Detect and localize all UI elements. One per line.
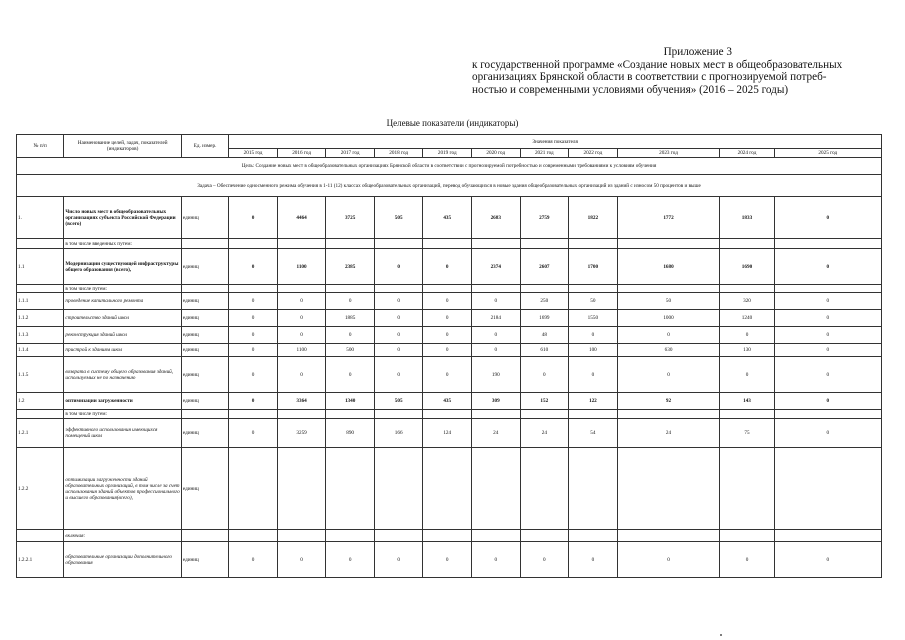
value-cell: 3259 (277, 419, 326, 448)
value-cell (720, 410, 774, 419)
value-cell: 1240 (720, 310, 774, 327)
value-cell: 0 (472, 293, 521, 310)
row-name: проведение капитального ремонта (64, 293, 181, 310)
value-cell (520, 448, 569, 530)
value-cell (472, 448, 521, 530)
value-cell (229, 410, 278, 419)
value-cell: 435 (423, 197, 472, 239)
table-row (17, 239, 882, 249)
row-name: оптимизации загруженности зданий образовательных организаций, в том числе за счет использования зданий объектов профессионального и высшего образования(всего), (64, 448, 181, 530)
value-cell: 0 (229, 542, 278, 578)
value-cell: 24 (617, 419, 720, 448)
row-unit: единиц (181, 542, 228, 578)
row-number: 1.1.5 (17, 357, 64, 393)
value-cell (774, 410, 881, 419)
value-cell (774, 530, 881, 542)
row-unit: единиц (181, 393, 228, 410)
value-cell: 0 (374, 327, 423, 344)
value-cell (229, 530, 278, 542)
value-cell: 0 (423, 327, 472, 344)
row-unit: единиц (181, 419, 228, 448)
value-cell (229, 448, 278, 530)
value-cell: 0 (774, 419, 881, 448)
value-cell: 1833 (720, 197, 774, 239)
value-cell: 0 (374, 542, 423, 578)
value-cell (423, 530, 472, 542)
row-number: 1.2.2 (17, 448, 64, 530)
value-cell: 505 (374, 197, 423, 239)
value-cell (617, 410, 720, 419)
row-unit: единиц (181, 197, 228, 239)
row-unit: единиц (181, 448, 228, 530)
value-cell: 0 (374, 310, 423, 327)
row-name: образовательные организации дополнительного образования (64, 542, 181, 578)
row-name: эффективного использования имеющихся помещений школ (64, 419, 181, 448)
value-cell: 0 (277, 357, 326, 393)
value-cell: 0 (774, 393, 881, 410)
row-unit: единиц (181, 357, 228, 393)
value-cell: 0 (774, 344, 881, 357)
year-header: 2025 год (774, 149, 881, 158)
row-number: 1.1.3 (17, 327, 64, 344)
value-cell (326, 285, 375, 293)
value-cell: 50 (617, 293, 720, 310)
value-cell: 1772 (617, 197, 720, 239)
value-cell: 0 (229, 310, 278, 327)
year-header: 2016 год (277, 149, 326, 158)
value-cell (423, 448, 472, 530)
value-cell: 0 (423, 249, 472, 285)
value-cell: 3725 (326, 197, 375, 239)
row-unit (181, 410, 228, 419)
value-cell (569, 448, 618, 530)
year-header: 2024 год (720, 149, 774, 158)
value-cell: 1885 (326, 310, 375, 327)
value-cell (229, 239, 278, 249)
header-line-2: организациях Брянской области в соответствии с прогнозируемой потреб- (472, 71, 827, 84)
value-cell (720, 239, 774, 249)
table-row (17, 542, 882, 578)
header-line-3: ностью и современными условиями обучения» (2016 – 2025 годы) (472, 83, 789, 96)
value-cell: 0 (774, 542, 881, 578)
row-number: 1.2.1 (17, 419, 64, 448)
value-cell: 0 (720, 542, 774, 578)
row-unit: единиц (181, 344, 228, 357)
value-cell: 0 (423, 310, 472, 327)
value-cell: 0 (774, 357, 881, 393)
row-name: включая: (64, 530, 181, 542)
value-cell (774, 448, 881, 530)
value-cell: 92 (617, 393, 720, 410)
indicators-table (16, 134, 882, 578)
value-cell (277, 530, 326, 542)
row-name: оптимизации загруженности (64, 393, 181, 410)
value-cell (520, 285, 569, 293)
table-row (17, 357, 882, 393)
table-row (17, 249, 882, 285)
value-cell: 3364 (277, 393, 326, 410)
value-cell: 0 (374, 357, 423, 393)
value-cell: 1340 (326, 393, 375, 410)
value-cell: 2184 (472, 310, 521, 327)
value-cell: 0 (569, 327, 618, 344)
scan-speck (720, 634, 722, 636)
value-cell: 143 (720, 393, 774, 410)
value-cell: 0 (229, 249, 278, 285)
value-cell: 122 (569, 393, 618, 410)
year-header: 2021 год (520, 149, 569, 158)
row-number: 1.2.2.1 (17, 542, 64, 578)
col-header-name: Наименование целей, задач, показателей (индикаторов) (64, 135, 181, 158)
value-cell: 0 (229, 393, 278, 410)
row-name: пристрой к зданиям школ (64, 344, 181, 357)
value-cell: 610 (520, 344, 569, 357)
value-cell: 2759 (520, 197, 569, 239)
value-cell (617, 448, 720, 530)
row-unit: единиц (181, 327, 228, 344)
value-cell: 0 (229, 344, 278, 357)
value-cell: 130 (720, 344, 774, 357)
value-cell: 0 (617, 542, 720, 578)
value-cell: 0 (374, 344, 423, 357)
value-cell (423, 285, 472, 293)
value-cell: 1100 (277, 344, 326, 357)
value-cell: 0 (423, 357, 472, 393)
value-cell (617, 530, 720, 542)
value-cell (569, 530, 618, 542)
appendix-label: Приложение 3 (663, 46, 732, 58)
value-cell: 0 (617, 357, 720, 393)
value-cell (472, 410, 521, 419)
value-cell: 1700 (569, 249, 618, 285)
value-cell: 50 (569, 293, 618, 310)
value-cell (326, 239, 375, 249)
value-cell: 0 (520, 357, 569, 393)
value-cell: 24 (472, 419, 521, 448)
value-cell: 250 (520, 293, 569, 310)
value-cell: 1550 (569, 310, 618, 327)
value-cell (277, 448, 326, 530)
col-header-values: Значения показателя (229, 135, 882, 149)
row-unit: единиц (181, 249, 228, 285)
row-unit: единиц (181, 310, 228, 327)
value-cell: 0 (569, 357, 618, 393)
year-header: 2018 год (374, 149, 423, 158)
value-cell: 4464 (277, 197, 326, 239)
row-number: 1.2 (17, 393, 64, 410)
header-line-1: к государственной программе «Создание новых мест в общеобразовательных (472, 58, 843, 71)
value-cell: 100 (569, 344, 618, 357)
value-cell (569, 285, 618, 293)
value-cell: 0 (277, 542, 326, 578)
value-cell: 0 (229, 293, 278, 310)
value-cell: 0 (423, 344, 472, 357)
col-header-num: № п/п (17, 135, 64, 158)
row-number (17, 239, 64, 249)
row-name: Модернизации существующей инфраструктуры общего образования (всего), (64, 249, 181, 285)
value-cell: 0 (617, 327, 720, 344)
value-cell (720, 285, 774, 293)
value-cell (374, 410, 423, 419)
table-row (17, 344, 882, 357)
row-number: 1. (17, 197, 64, 239)
row-name: Число новых мест в общеобразовательных организациях субъекта Российской Федерации (всего) (64, 197, 181, 239)
value-cell: 309 (472, 393, 521, 410)
value-cell: 24 (520, 419, 569, 448)
year-header: 2022 год (569, 149, 618, 158)
value-cell (520, 239, 569, 249)
year-header: 2017 год (326, 149, 375, 158)
row-name: в том числе путем: (64, 285, 181, 293)
value-cell (326, 448, 375, 530)
table-row (17, 197, 882, 239)
value-cell: 1690 (720, 249, 774, 285)
value-cell: 0 (229, 197, 278, 239)
value-cell: 0 (472, 344, 521, 357)
value-cell (423, 239, 472, 249)
row-name: реконструкция зданий школ (64, 327, 181, 344)
value-cell: 1699 (520, 310, 569, 327)
value-cell: 2374 (472, 249, 521, 285)
value-cell (774, 239, 881, 249)
row-unit (181, 285, 228, 293)
value-cell: 890 (326, 419, 375, 448)
row-number (17, 285, 64, 293)
table-row (17, 293, 882, 310)
value-cell: 320 (720, 293, 774, 310)
value-cell: 0 (774, 310, 881, 327)
value-cell: 2607 (520, 249, 569, 285)
value-cell: 48 (520, 327, 569, 344)
value-cell: 0 (774, 249, 881, 285)
value-cell (617, 285, 720, 293)
row-number (17, 410, 64, 419)
value-cell: 152 (520, 393, 569, 410)
value-cell: 190 (472, 357, 521, 393)
row-name: строительство зданий школ (64, 310, 181, 327)
value-cell: 0 (277, 327, 326, 344)
value-cell: 2683 (472, 197, 521, 239)
value-cell (720, 530, 774, 542)
value-cell (374, 530, 423, 542)
value-cell: 0 (229, 327, 278, 344)
value-cell: 0 (277, 293, 326, 310)
goal-row: Цель: Создание новых мест в общеобразовательных организациях Брянской области в соответствии с прогнозируемой потребностью и современными требованиями к условиям обучения (17, 158, 882, 175)
value-cell: 0 (774, 197, 881, 239)
value-cell: 2385 (326, 249, 375, 285)
value-cell: 166 (374, 419, 423, 448)
value-cell (374, 239, 423, 249)
value-cell: 0 (326, 293, 375, 310)
row-number: 1.1.2 (17, 310, 64, 327)
row-unit (181, 530, 228, 542)
value-cell: 500 (326, 344, 375, 357)
value-cell (520, 530, 569, 542)
value-cell: 1100 (277, 249, 326, 285)
value-cell: 505 (374, 393, 423, 410)
value-cell: 0 (520, 542, 569, 578)
value-cell (374, 285, 423, 293)
table-row (17, 285, 882, 293)
value-cell: 54 (569, 419, 618, 448)
value-cell: 75 (720, 419, 774, 448)
table-row (17, 310, 882, 327)
table-row (17, 419, 882, 448)
row-name: в том числе введенных путем: (64, 239, 181, 249)
year-header: 2023 год (617, 149, 720, 158)
value-cell (774, 285, 881, 293)
row-number: 1.1 (17, 249, 64, 285)
value-cell (472, 239, 521, 249)
value-cell (472, 530, 521, 542)
task-row: Задача – Обеспечение односменного режима обучения в 1-11 (12) классах общеобразовательных организаций, перевод обучающихся в новые здания общеобразовательных организаций из зданий с износом 50 процентов и выше (17, 175, 882, 197)
value-cell: 435 (423, 393, 472, 410)
table-row (17, 327, 882, 344)
value-cell: 0 (374, 293, 423, 310)
value-cell: 0 (720, 357, 774, 393)
value-cell (472, 285, 521, 293)
value-cell: 0 (326, 327, 375, 344)
value-cell (277, 239, 326, 249)
year-header: 2020 год (472, 149, 521, 158)
value-cell: 0 (374, 249, 423, 285)
value-cell: 0 (720, 327, 774, 344)
value-cell (423, 410, 472, 419)
table-row (17, 448, 882, 530)
table-row (17, 530, 882, 542)
value-cell (277, 285, 326, 293)
value-cell: 0 (774, 327, 881, 344)
value-cell: 1680 (617, 249, 720, 285)
col-header-unit: Ед. измер. (181, 135, 228, 158)
value-cell: 0 (277, 310, 326, 327)
value-cell: 0 (229, 357, 278, 393)
table-title: Целевые показатели (индикаторы) (386, 118, 519, 128)
table-row (17, 410, 882, 419)
year-header: 2019 год (423, 149, 472, 158)
value-cell: 0 (774, 293, 881, 310)
value-cell: 0 (326, 357, 375, 393)
value-cell (617, 239, 720, 249)
row-name: возврата в систему общего образования зданий, используемых не по назначению (64, 357, 181, 393)
value-cell: 0 (569, 542, 618, 578)
row-unit (181, 239, 228, 249)
value-cell: 1822 (569, 197, 618, 239)
value-cell (277, 410, 326, 419)
value-cell: 0 (229, 419, 278, 448)
value-cell (569, 410, 618, 419)
value-cell (520, 410, 569, 419)
row-number: 1.1.4 (17, 344, 64, 357)
document-header (472, 46, 892, 96)
value-cell: 0 (472, 542, 521, 578)
value-cell: 0 (423, 293, 472, 310)
value-cell: 0 (472, 327, 521, 344)
value-cell: 124 (423, 419, 472, 448)
table-row (17, 393, 882, 410)
value-cell (374, 448, 423, 530)
row-name: в том числе путем: (64, 410, 181, 419)
value-cell (569, 239, 618, 249)
value-cell (326, 530, 375, 542)
value-cell (229, 285, 278, 293)
row-number (17, 530, 64, 542)
value-cell: 630 (617, 344, 720, 357)
value-cell: 1000 (617, 310, 720, 327)
row-number: 1.1.1 (17, 293, 64, 310)
year-header: 2015 год (229, 149, 278, 158)
value-cell: 0 (326, 542, 375, 578)
value-cell: 0 (423, 542, 472, 578)
row-unit: единиц (181, 293, 228, 310)
value-cell (326, 410, 375, 419)
value-cell (720, 448, 774, 530)
